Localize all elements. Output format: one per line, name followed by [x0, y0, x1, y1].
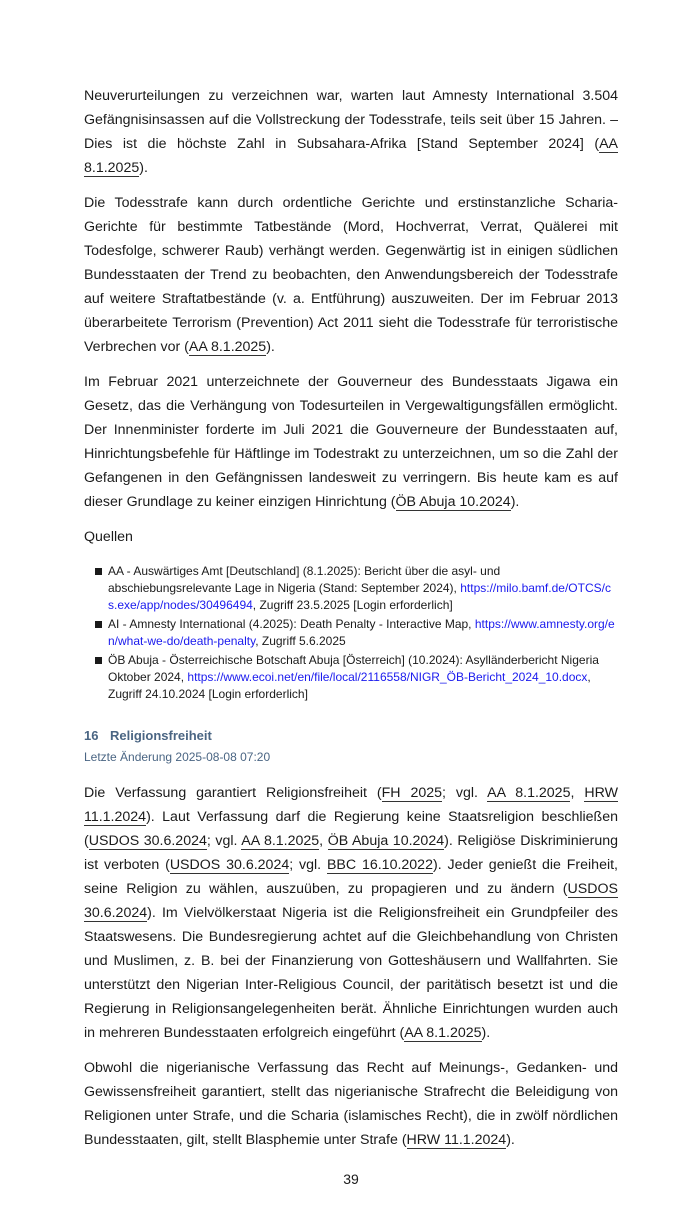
source-access: , Zugriff 5.6.2025: [255, 634, 346, 648]
paragraph-text: ,: [319, 833, 328, 849]
source-url-link[interactable]: https://www.amnesty.org/en/what-we-do/death-penalty: [108, 617, 615, 648]
paragraph-text: Die Todesstrafe kann durch ordentliche Gerichte und erstinstanzliche Scharia-Gerichte für bestimmte Tatbestände (Mord, Hochverrat, Verrat, Quälerei mit Todesfolge, schwerer Raub) verhängt werden. Gegenwärtig ist in einigen südlichen Bundesstaaten der Trend zu beobachten, den Anwendungsbereich der Todesstrafe auf weitere Straftatbestände (v. a. Entführung) auszuweiten. Der im Februar 2013 überarbeitete Terrorism (Prevention) Act 2011 sieht die Todesstrafe für terroristische Verbrechen vor (: [84, 195, 618, 355]
paragraph-text: Neuverurteilungen zu verzeichnen war, warten laut Amnesty International 3.504 Gefängnisinsassen auf die Vollstreckung der Todesstrafe, teils seit über 15 Jahren. – Dies ist die höchste Zahl in Subsahara-Afrika [Stand September 2024] (: [84, 88, 618, 152]
source-access: , Zugriff 24.10.2024 [Login erforderlich]: [108, 670, 591, 701]
sources-list: [84, 563, 618, 703]
paragraph-text: ).: [506, 1132, 515, 1148]
last-changed: Letzte Änderung 2025-08-08 07:20: [84, 750, 271, 764]
paragraph-text: ; vgl.: [206, 833, 242, 849]
section-number: 16: [84, 728, 99, 743]
citation-link[interactable]: FH 2025: [381, 785, 443, 801]
paragraph-text: ). Im Vielvölkerstaat Nigeria ist die Religionsfreiheit ein Grundpfeiler des Staatswesens. Die Bundesregierung achtet auf die Gleichbehandlung von Christen und Muslimen, z. B. bei der Finanzierung von Gotteshäusern und Wallfahrten. Sie unterstützt den Nigerian Inter-Religious Council, der paritätisch besetzt ist und die Regierung in Religionsangelegenheiten berät. Ähnliche Einrichtungen wurden auch in mehreren Bundesstaaten erfolgreich eingeführt (: [84, 905, 618, 1041]
citation-link[interactable]: USDOS 30.6.2024: [169, 857, 290, 873]
paragraph-text: ).: [481, 1025, 491, 1041]
paragraph: [84, 1056, 618, 1152]
paragraph-text: ).: [510, 494, 520, 510]
paragraphs-top: [84, 84, 618, 514]
section-heading: [84, 727, 618, 745]
citation-link[interactable]: ÖB Abuja 10.2024: [327, 833, 445, 849]
source-item: [95, 652, 618, 703]
paragraph-text: ; vgl.: [289, 857, 327, 873]
source-url-link[interactable]: https://www.ecoi.net/en/file/local/2116558/NIGR_ÖB-Bericht_2024_10.docx: [187, 670, 588, 684]
citation-link[interactable]: AA 8.1.2025: [487, 785, 571, 801]
paragraph-text: ).: [266, 339, 275, 355]
paragraph-text: Die Verfassung garantiert Religionsfreiheit (: [84, 785, 382, 801]
bullet-icon: [95, 621, 102, 628]
paragraph-text: ).: [139, 160, 148, 176]
citation-link[interactable]: BBC 16.10.2022: [326, 857, 433, 873]
citation-link[interactable]: AA 8.1.2025: [188, 339, 267, 355]
citation-link[interactable]: HRW 11.1.2024: [406, 1132, 507, 1148]
bullet-icon: [95, 568, 102, 575]
paragraph-text: Im Februar 2021 unterzeichnete der Gouverneur des Bundesstaats Jigawa ein Gesetz, das die Verhängung von Todesurteilen in Vergewaltigungsfällen ermöglicht. Der Innenminister forderte im Juli 2021 die Gouverneure der Bundesstaaten auf, Hinrichtungsbefehle für Häftlinge im Todestrakt zu unterzeichnen, um so die Zahl der Gefangenen in den Gefängnissen landesweit zu verringern. Bis heute kam es auf dieser Grundlage zu keiner einzigen Hinrichtung (: [84, 374, 618, 510]
paragraph: [84, 781, 618, 1045]
citation-link[interactable]: USDOS 30.6.2024: [84, 881, 618, 921]
source-item: [95, 563, 618, 614]
source-text: AA - Auswärtiges Amt [Deutschland] (8.1.2025): Bericht über die asyl- und abschiebungsrelevante Lage in Nigeria (Stand: September 2024),: [108, 564, 501, 595]
paragraph-text: ). Laut Verfassung darf die Regierung keine Staatsreligion beschließen (: [84, 809, 618, 849]
source-text: AI - Amnesty International (4.2025): Death Penalty - Interactive Map,: [108, 617, 475, 631]
paragraph-text: ,: [570, 785, 585, 801]
paragraph: [84, 370, 618, 514]
sources-label: Quellen: [84, 529, 133, 545]
source-access: , Zugriff 23.5.2025 [Login erforderlich]: [252, 598, 453, 612]
citation-link[interactable]: USDOS 30.6.2024: [88, 833, 207, 849]
bullet-icon: [95, 657, 102, 664]
page-number: 39: [343, 1171, 359, 1187]
paragraph: [84, 84, 618, 180]
citation-link[interactable]: AA 8.1.2025: [241, 833, 320, 849]
paragraph-text: ; vgl.: [442, 785, 488, 801]
section-title: Religionsfreiheit: [110, 728, 212, 743]
paragraph-text: ). Jeder genießt die Freiheit, seine Religion zu wählen, auszuüben, zu propagieren und zu ändern (: [84, 857, 618, 897]
paragraphs-section: [84, 781, 618, 1152]
citation-link[interactable]: ÖB Abuja 10.2024: [395, 494, 511, 510]
citation-link[interactable]: AA 8.1.2025: [84, 136, 618, 176]
paragraph-text: Obwohl die nigerianische Verfassung das Recht auf Meinungs-, Gedanken- und Gewissensfreiheit garantiert, stellt das nigerianische Strafrecht die Beleidigung von Religionen unter Strafe, und die Scharia (islamisches Recht), die in zwölf nördlichen Bundesstaaten, gilt, stellt Blasphemie unter Strafe (: [84, 1060, 618, 1148]
citation-link[interactable]: HRW 11.1.2024: [84, 785, 618, 825]
paragraph: [84, 191, 618, 359]
paragraph-text: ). Religiöse Diskriminierung ist verboten (: [84, 833, 619, 873]
source-text: ÖB Abuja - Österreichische Botschaft Abuja [Österreich] (10.2024): Asylländerbericht Nigeria Oktober 2024,: [108, 653, 599, 684]
source-url-link[interactable]: https://milo.bamf.de/OTCS/cs.exe/app/nodes/30496494: [108, 581, 611, 612]
citation-link[interactable]: AA 8.1.2025: [404, 1025, 482, 1041]
source-item: [95, 616, 618, 650]
